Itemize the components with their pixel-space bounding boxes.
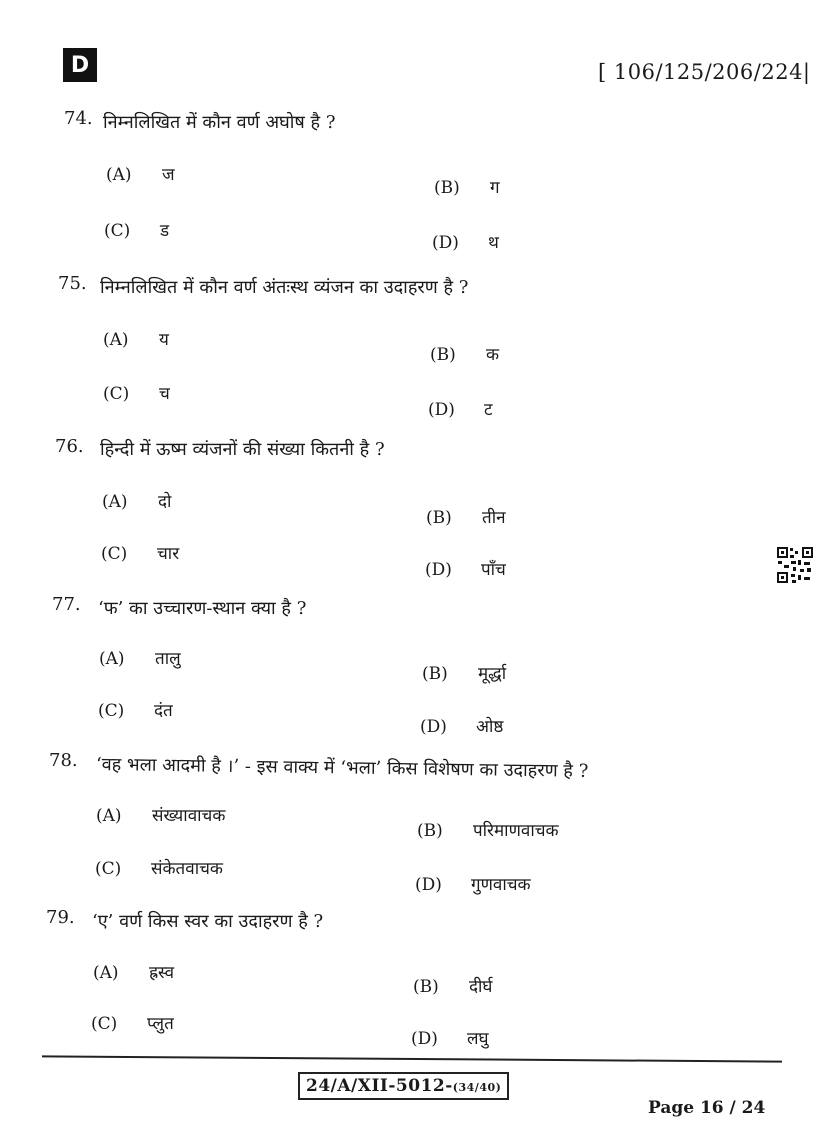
option-text: संख्यावाचक <box>152 806 226 826</box>
option-b <box>413 974 492 997</box>
question-text: ‘फ’ का उच्चारण-स्थान क्या है ? <box>98 598 307 619</box>
option-text: ट <box>484 400 493 420</box>
option-text: दंत <box>154 701 173 721</box>
option-c <box>91 1011 174 1034</box>
option-text: य <box>159 330 169 350</box>
option-d <box>411 1026 489 1049</box>
option-label: (A) <box>93 963 119 983</box>
option-text: संकेतवाचक <box>151 859 223 879</box>
option-a <box>93 960 174 983</box>
option-d <box>415 872 531 895</box>
option-text: ओष्ठ <box>476 717 504 737</box>
option-text: गुणवाचक <box>471 875 531 895</box>
option-label: (A) <box>99 649 125 669</box>
option-label: (A) <box>102 492 128 512</box>
option-label: (D) <box>415 875 442 895</box>
option-label: (A) <box>103 330 129 350</box>
option-label: (C) <box>98 701 125 721</box>
option-text: परिमाणवाचक <box>473 821 559 841</box>
option-c <box>95 856 223 879</box>
question-text: निम्नलिखित में कौन वर्ण अंतःस्थ व्यंजन का उदाहरण है ? <box>100 277 469 298</box>
question-number: 78. <box>49 750 78 771</box>
option-c <box>101 541 179 564</box>
option-text: दो <box>158 492 172 512</box>
option-b <box>417 818 559 841</box>
option-label: (C) <box>91 1014 118 1034</box>
option-label: (B) <box>426 508 452 528</box>
question-number: 77. <box>52 594 81 615</box>
option-d <box>420 714 503 737</box>
option-a <box>103 327 169 350</box>
option-label: (B) <box>434 178 460 198</box>
option-text: प्लुत <box>147 1014 174 1034</box>
option-a <box>102 489 171 512</box>
option-text: थ <box>488 233 499 253</box>
option-label: (B) <box>422 664 448 684</box>
option-d <box>425 557 506 580</box>
option-label: (D) <box>420 717 447 737</box>
option-c <box>98 698 173 721</box>
option-label: (D) <box>425 560 452 580</box>
option-label: (B) <box>417 821 443 841</box>
question-number: 75. <box>58 273 87 294</box>
option-text: ह्रस्व <box>149 963 175 983</box>
option-text: तालु <box>155 649 181 669</box>
option-text: मूर्द्धा <box>478 664 507 684</box>
question-number: 76. <box>55 436 84 457</box>
option-text: पाँच <box>481 560 506 580</box>
option-label: (A) <box>96 806 122 826</box>
paper-code-main: 24/A/XII-5012- <box>306 1076 453 1096</box>
page-number: Page 16 / 24 <box>648 1098 766 1118</box>
option-c <box>103 381 170 404</box>
option-text: क <box>486 345 500 365</box>
set-badge: D <box>63 48 97 82</box>
paper-reference: [ 106/125/206/224| <box>598 60 811 84</box>
option-b <box>426 505 506 528</box>
option-label: (B) <box>430 345 456 365</box>
option-b <box>434 175 500 198</box>
question-text: हिन्दी में ऊष्म व्यंजनों की संख्या कितनी है ? <box>100 439 385 460</box>
option-label: (C) <box>104 221 131 241</box>
option-text: ड <box>160 221 170 241</box>
option-label: (A) <box>106 165 132 185</box>
option-a <box>96 803 225 826</box>
option-label: (D) <box>411 1029 438 1049</box>
option-a <box>106 162 175 185</box>
question-number: 79. <box>46 907 75 928</box>
question-number: 74. <box>64 108 93 129</box>
option-b <box>430 342 499 365</box>
option-text: दीर्घ <box>469 977 493 997</box>
option-d <box>432 230 499 253</box>
option-c <box>104 218 169 241</box>
option-label: (D) <box>432 233 459 253</box>
question-text: निम्नलिखित में कौन वर्ण अघोष है ? <box>103 112 336 133</box>
option-text: ग <box>490 178 500 198</box>
option-label: (B) <box>413 977 439 997</box>
option-text: ज <box>162 165 175 185</box>
footer-divider <box>42 1055 782 1062</box>
option-a <box>99 646 181 669</box>
option-label: (C) <box>95 859 122 879</box>
option-label: (C) <box>101 544 128 564</box>
option-b <box>422 661 506 684</box>
option-text: च <box>159 384 170 404</box>
option-label: (D) <box>428 400 455 420</box>
paper-code-suffix: (34/40) <box>452 1081 502 1094</box>
qr-code <box>776 546 814 584</box>
option-label: (C) <box>103 384 130 404</box>
paper-code <box>298 1072 509 1100</box>
option-text: तीन <box>482 508 506 528</box>
question-text: ‘ए’ वर्ण किस स्वर का उदाहरण है ? <box>92 911 324 932</box>
option-text: लघु <box>467 1029 489 1049</box>
option-d <box>428 397 493 420</box>
question-text: ‘वह भला आदमी है ।’ - इस वाक्य में ‘भला’ किस विशेषण का उदाहरण है ? <box>95 754 589 782</box>
option-text: चार <box>157 544 180 564</box>
